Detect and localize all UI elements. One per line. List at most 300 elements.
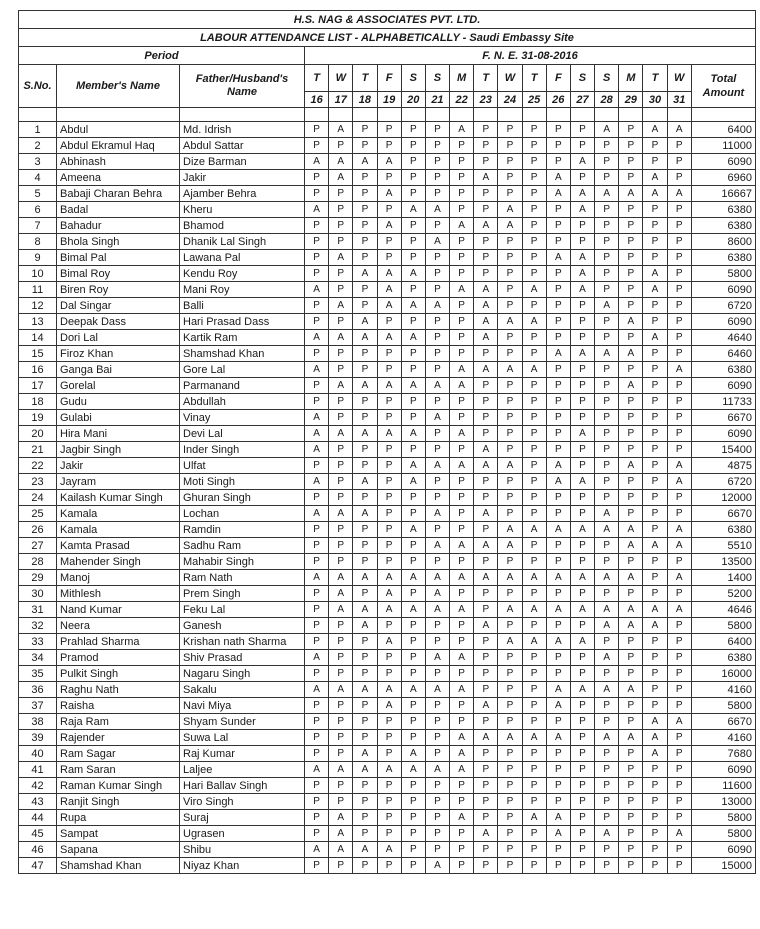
attendance-mark: P	[498, 298, 522, 314]
total-amount: 6670	[691, 506, 755, 522]
attendance-mark: P	[377, 506, 401, 522]
total-amount: 4646	[691, 602, 755, 618]
table-row	[19, 458, 756, 474]
attendance-mark: P	[595, 778, 619, 794]
table-row	[19, 698, 756, 714]
attendance-mark: P	[619, 122, 643, 138]
attendance-mark: P	[305, 826, 329, 842]
attendance-mark: A	[619, 570, 643, 586]
attendance-mark: A	[643, 602, 667, 618]
member-name: Nand Kumar	[57, 602, 180, 618]
attendance-mark: P	[667, 554, 691, 570]
attendance-mark: P	[450, 298, 474, 314]
attendance-mark: A	[570, 250, 594, 266]
attendance-mark: P	[619, 794, 643, 810]
attendance-mark: P	[305, 394, 329, 410]
attendance-mark: P	[401, 442, 425, 458]
table-row	[19, 474, 756, 490]
attendance-mark: P	[305, 218, 329, 234]
spacer-cell	[691, 108, 755, 122]
total-amount: 6090	[691, 762, 755, 778]
attendance-mark: P	[353, 410, 377, 426]
attendance-mark: P	[425, 666, 449, 682]
attendance-mark: P	[546, 234, 570, 250]
attendance-mark: P	[498, 346, 522, 362]
spacer-cell	[667, 108, 691, 122]
attendance-mark: P	[305, 186, 329, 202]
member-name: Manoj	[57, 570, 180, 586]
weekday-header: F	[546, 65, 570, 92]
attendance-mark: A	[474, 442, 498, 458]
attendance-mark: P	[401, 186, 425, 202]
member-name: Kamala	[57, 506, 180, 522]
attendance-mark: A	[329, 570, 353, 586]
attendance-mark: P	[546, 650, 570, 666]
father-name: Shibu	[180, 842, 305, 858]
father-name: Feku Lal	[180, 602, 305, 618]
date-header: 17	[329, 92, 353, 108]
attendance-mark: A	[498, 602, 522, 618]
weekday-header: F	[377, 65, 401, 92]
attendance-mark: P	[498, 826, 522, 842]
attendance-mark: P	[401, 858, 425, 874]
total-amount: 16000	[691, 666, 755, 682]
attendance-mark: P	[377, 746, 401, 762]
spacer-cell	[57, 108, 180, 122]
attendance-mark: P	[643, 554, 667, 570]
attendance-mark: A	[498, 314, 522, 330]
attendance-mark: A	[474, 314, 498, 330]
attendance-mark: A	[522, 810, 546, 826]
attendance-mark: P	[450, 202, 474, 218]
attendance-mark: A	[570, 570, 594, 586]
father-name: Krishan nath Sharma	[180, 634, 305, 650]
attendance-mark: A	[329, 426, 353, 442]
table-row	[19, 442, 756, 458]
spacer-cell	[425, 108, 449, 122]
attendance-mark: P	[667, 490, 691, 506]
attendance-mark: P	[498, 858, 522, 874]
attendance-mark: A	[474, 362, 498, 378]
attendance-mark: P	[522, 346, 546, 362]
attendance-mark: P	[595, 634, 619, 650]
attendance-mark: P	[619, 586, 643, 602]
table-row	[19, 346, 756, 362]
attendance-mark: P	[595, 330, 619, 346]
attendance-mark: P	[353, 394, 377, 410]
member-name: Mithlesh	[57, 586, 180, 602]
total-amount: 6090	[691, 842, 755, 858]
attendance-mark: P	[546, 538, 570, 554]
attendance-mark: P	[498, 474, 522, 490]
attendance-mark: A	[353, 570, 377, 586]
attendance-mark: P	[329, 794, 353, 810]
member-name: Kamta Prasad	[57, 538, 180, 554]
attendance-mark: P	[498, 426, 522, 442]
attendance-mark: P	[619, 138, 643, 154]
attendance-mark: P	[425, 826, 449, 842]
attendance-mark: A	[305, 474, 329, 490]
attendance-mark: P	[329, 442, 353, 458]
serial-number: 1	[19, 122, 57, 138]
attendance-mark: P	[377, 730, 401, 746]
total-amount: 6400	[691, 634, 755, 650]
attendance-mark: P	[329, 458, 353, 474]
attendance-mark: P	[425, 810, 449, 826]
attendance-mark: A	[474, 698, 498, 714]
table-row	[19, 634, 756, 650]
attendance-mark: P	[450, 714, 474, 730]
serial-number: 42	[19, 778, 57, 794]
serial-number: 45	[19, 826, 57, 842]
member-name: Abhinash	[57, 154, 180, 170]
attendance-mark: P	[450, 842, 474, 858]
attendance-mark: P	[377, 458, 401, 474]
attendance-mark: A	[522, 282, 546, 298]
attendance-mark: P	[377, 442, 401, 458]
attendance-mark: P	[643, 346, 667, 362]
attendance-mark: P	[570, 554, 594, 570]
attendance-mark: P	[498, 490, 522, 506]
attendance-mark: A	[305, 762, 329, 778]
total-amount: 4160	[691, 682, 755, 698]
table-row	[19, 570, 756, 586]
attendance-mark: A	[546, 250, 570, 266]
attendance-mark: P	[522, 138, 546, 154]
attendance-mark: P	[450, 410, 474, 426]
attendance-mark: P	[667, 586, 691, 602]
attendance-mark: P	[353, 858, 377, 874]
attendance-mark: A	[474, 298, 498, 314]
total-amount: 6090	[691, 314, 755, 330]
father-name: Bhamod	[180, 218, 305, 234]
attendance-mark: P	[546, 138, 570, 154]
attendance-mark: P	[329, 538, 353, 554]
attendance-mark: P	[329, 490, 353, 506]
attendance-mark: P	[450, 506, 474, 522]
attendance-mark: P	[619, 154, 643, 170]
attendance-mark: P	[667, 138, 691, 154]
attendance-mark: P	[377, 650, 401, 666]
attendance-mark: P	[377, 858, 401, 874]
attendance-mark: P	[377, 346, 401, 362]
attendance-mark: P	[667, 346, 691, 362]
attendance-mark: P	[401, 618, 425, 634]
attendance-mark: P	[401, 282, 425, 298]
total-amount: 12000	[691, 490, 755, 506]
attendance-mark: P	[667, 394, 691, 410]
father-name: Ram Nath	[180, 570, 305, 586]
attendance-mark: P	[474, 634, 498, 650]
attendance-mark: P	[498, 666, 522, 682]
member-name: Raman Kumar Singh	[57, 778, 180, 794]
attendance-mark: P	[401, 346, 425, 362]
attendance-mark: P	[643, 378, 667, 394]
attendance-mark: P	[667, 202, 691, 218]
attendance-mark: P	[474, 378, 498, 394]
attendance-mark: A	[377, 282, 401, 298]
attendance-mark: P	[329, 266, 353, 282]
attendance-mark: A	[522, 602, 546, 618]
table-row	[19, 362, 756, 378]
attendance-mark: A	[450, 650, 474, 666]
attendance-mark: P	[401, 554, 425, 570]
attendance-mark: P	[595, 378, 619, 394]
attendance-mark: P	[377, 474, 401, 490]
attendance-mark: P	[450, 266, 474, 282]
attendance-mark: A	[595, 506, 619, 522]
attendance-mark: A	[353, 314, 377, 330]
attendance-mark: A	[595, 682, 619, 698]
attendance-mark: P	[619, 170, 643, 186]
attendance-mark: P	[425, 522, 449, 538]
attendance-mark: A	[305, 506, 329, 522]
attendance-mark: A	[329, 122, 353, 138]
attendance-mark: P	[667, 426, 691, 442]
attendance-mark: P	[377, 410, 401, 426]
date-header: 31	[667, 92, 691, 108]
member-name: Kailash Kumar Singh	[57, 490, 180, 506]
attendance-mark: A	[619, 378, 643, 394]
serial-number: 35	[19, 666, 57, 682]
attendance-mark: P	[401, 842, 425, 858]
attendance-mark: P	[450, 314, 474, 330]
attendance-mark: P	[570, 362, 594, 378]
attendance-mark: P	[329, 650, 353, 666]
attendance-mark: P	[667, 762, 691, 778]
member-name: Raja Ram	[57, 714, 180, 730]
attendance-mark: P	[570, 858, 594, 874]
attendance-mark: P	[425, 778, 449, 794]
weekday-header: S	[425, 65, 449, 92]
attendance-mark: P	[401, 714, 425, 730]
father-name: Ajamber Behra	[180, 186, 305, 202]
attendance-mark: P	[570, 218, 594, 234]
attendance-mark: P	[570, 170, 594, 186]
attendance-mark: A	[450, 730, 474, 746]
attendance-mark: P	[498, 714, 522, 730]
attendance-mark: A	[329, 842, 353, 858]
table-row	[19, 826, 756, 842]
serial-number: 20	[19, 426, 57, 442]
attendance-mark: P	[595, 458, 619, 474]
company-name: H.S. NAG & ASSOCIATES PVT. LTD.	[19, 11, 756, 29]
attendance-mark: P	[450, 586, 474, 602]
attendance-mark: A	[450, 746, 474, 762]
total-amount: 5800	[691, 826, 755, 842]
attendance-mark: A	[401, 522, 425, 538]
attendance-mark: P	[450, 666, 474, 682]
attendance-mark: P	[667, 730, 691, 746]
attendance-mark: P	[353, 234, 377, 250]
attendance-mark: P	[329, 346, 353, 362]
table-row	[19, 682, 756, 698]
attendance-mark: P	[305, 458, 329, 474]
table-row	[19, 538, 756, 554]
attendance-mark: P	[522, 586, 546, 602]
attendance-mark: P	[353, 794, 377, 810]
attendance-mark: P	[401, 154, 425, 170]
attendance-mark: P	[546, 506, 570, 522]
attendance-mark: A	[474, 506, 498, 522]
attendance-mark: A	[329, 586, 353, 602]
attendance-mark: P	[353, 586, 377, 602]
attendance-mark: A	[595, 650, 619, 666]
attendance-mark: A	[329, 250, 353, 266]
attendance-mark: P	[546, 314, 570, 330]
attendance-mark: P	[474, 650, 498, 666]
attendance-mark: A	[353, 266, 377, 282]
total-amount: 11733	[691, 394, 755, 410]
attendance-mark: P	[353, 810, 377, 826]
attendance-mark: P	[353, 186, 377, 202]
member-name: Dori Lal	[57, 330, 180, 346]
attendance-mark: A	[498, 202, 522, 218]
attendance-mark: P	[570, 330, 594, 346]
attendance-mark: P	[450, 794, 474, 810]
attendance-mark: A	[401, 298, 425, 314]
total-amount: 6380	[691, 650, 755, 666]
total-amount: 6380	[691, 218, 755, 234]
attendance-mark: P	[401, 138, 425, 154]
sno-header: S.No.	[19, 65, 57, 108]
attendance-mark: P	[667, 266, 691, 282]
member-name: Firoz Khan	[57, 346, 180, 362]
serial-number: 37	[19, 698, 57, 714]
attendance-mark: P	[546, 298, 570, 314]
attendance-mark: P	[667, 506, 691, 522]
attendance-mark: P	[377, 234, 401, 250]
attendance-mark: P	[305, 138, 329, 154]
attendance-mark: A	[546, 170, 570, 186]
attendance-mark: A	[595, 730, 619, 746]
attendance-mark: A	[377, 842, 401, 858]
member-name: Raghu Nath	[57, 682, 180, 698]
attendance-mark: P	[329, 666, 353, 682]
attendance-mark: A	[450, 762, 474, 778]
attendance-mark: A	[329, 298, 353, 314]
serial-number: 44	[19, 810, 57, 826]
attendance-mark: A	[546, 826, 570, 842]
attendance-mark: P	[619, 810, 643, 826]
attendance-mark: A	[377, 762, 401, 778]
spacer-cell	[353, 108, 377, 122]
attendance-mark: P	[305, 714, 329, 730]
attendance-mark: P	[643, 410, 667, 426]
total-amount: 8600	[691, 234, 755, 250]
attendance-mark: A	[474, 618, 498, 634]
attendance-mark: P	[570, 314, 594, 330]
attendance-mark: A	[498, 522, 522, 538]
attendance-mark: A	[450, 602, 474, 618]
attendance-mark: A	[570, 682, 594, 698]
serial-number: 11	[19, 282, 57, 298]
attendance-mark: A	[498, 730, 522, 746]
attendance-mark: P	[353, 362, 377, 378]
attendance-mark: P	[329, 522, 353, 538]
attendance-mark: P	[425, 394, 449, 410]
attendance-mark: P	[329, 362, 353, 378]
weekday-header: S	[401, 65, 425, 92]
table-row	[19, 298, 756, 314]
attendance-mark: P	[353, 490, 377, 506]
attendance-mark: P	[329, 554, 353, 570]
total-amount: 4160	[691, 730, 755, 746]
attendance-mark: A	[595, 186, 619, 202]
member-name: Ameena	[57, 170, 180, 186]
attendance-mark: P	[522, 474, 546, 490]
attendance-mark: P	[425, 634, 449, 650]
attendance-mark: P	[570, 842, 594, 858]
attendance-mark: P	[305, 666, 329, 682]
attendance-mark: A	[546, 570, 570, 586]
attendance-mark: P	[498, 842, 522, 858]
attendance-mark: P	[353, 138, 377, 154]
attendance-mark: P	[619, 554, 643, 570]
attendance-mark: P	[329, 858, 353, 874]
member-name: Ram Sagar	[57, 746, 180, 762]
attendance-mark: A	[450, 218, 474, 234]
attendance-mark: A	[570, 202, 594, 218]
attendance-mark: P	[667, 170, 691, 186]
total-amount: 5510	[691, 538, 755, 554]
attendance-mark: P	[425, 474, 449, 490]
attendance-mark: A	[643, 714, 667, 730]
attendance-mark: P	[401, 538, 425, 554]
attendance-mark: P	[474, 138, 498, 154]
father-name: Ramdin	[180, 522, 305, 538]
attendance-mark: P	[619, 250, 643, 266]
attendance-mark: P	[619, 746, 643, 762]
attendance-mark: A	[667, 122, 691, 138]
serial-number: 15	[19, 346, 57, 362]
attendance-mark: P	[546, 154, 570, 170]
attendance-mark: P	[619, 842, 643, 858]
father-name: Navi Miya	[180, 698, 305, 714]
attendance-mark: A	[619, 730, 643, 746]
serial-number: 16	[19, 362, 57, 378]
serial-number: 33	[19, 634, 57, 650]
member-name: Deepak Dass	[57, 314, 180, 330]
attendance-mark: P	[401, 394, 425, 410]
attendance-mark: P	[474, 122, 498, 138]
attendance-mark: A	[401, 746, 425, 762]
attendance-mark: P	[329, 282, 353, 298]
father-name: Nagaru Singh	[180, 666, 305, 682]
weekday-header: W	[667, 65, 691, 92]
father-name: Suwa Lal	[180, 730, 305, 746]
attendance-mark: P	[595, 154, 619, 170]
serial-number: 4	[19, 170, 57, 186]
total-amount-header: Total Amount	[691, 65, 755, 108]
attendance-mark: P	[643, 362, 667, 378]
attendance-mark: A	[377, 570, 401, 586]
father-name: Vinay	[180, 410, 305, 426]
attendance-mark: A	[329, 810, 353, 826]
attendance-mark: P	[643, 394, 667, 410]
weekday-header: M	[450, 65, 474, 92]
attendance-mark: P	[377, 250, 401, 266]
attendance-mark: P	[643, 666, 667, 682]
attendance-mark: P	[474, 186, 498, 202]
attendance-mark: A	[305, 154, 329, 170]
attendance-mark: A	[329, 602, 353, 618]
attendance-mark: P	[305, 122, 329, 138]
father-name: Parmanand	[180, 378, 305, 394]
father-name: Mani Roy	[180, 282, 305, 298]
attendance-mark: A	[619, 186, 643, 202]
attendance-mark: P	[643, 794, 667, 810]
